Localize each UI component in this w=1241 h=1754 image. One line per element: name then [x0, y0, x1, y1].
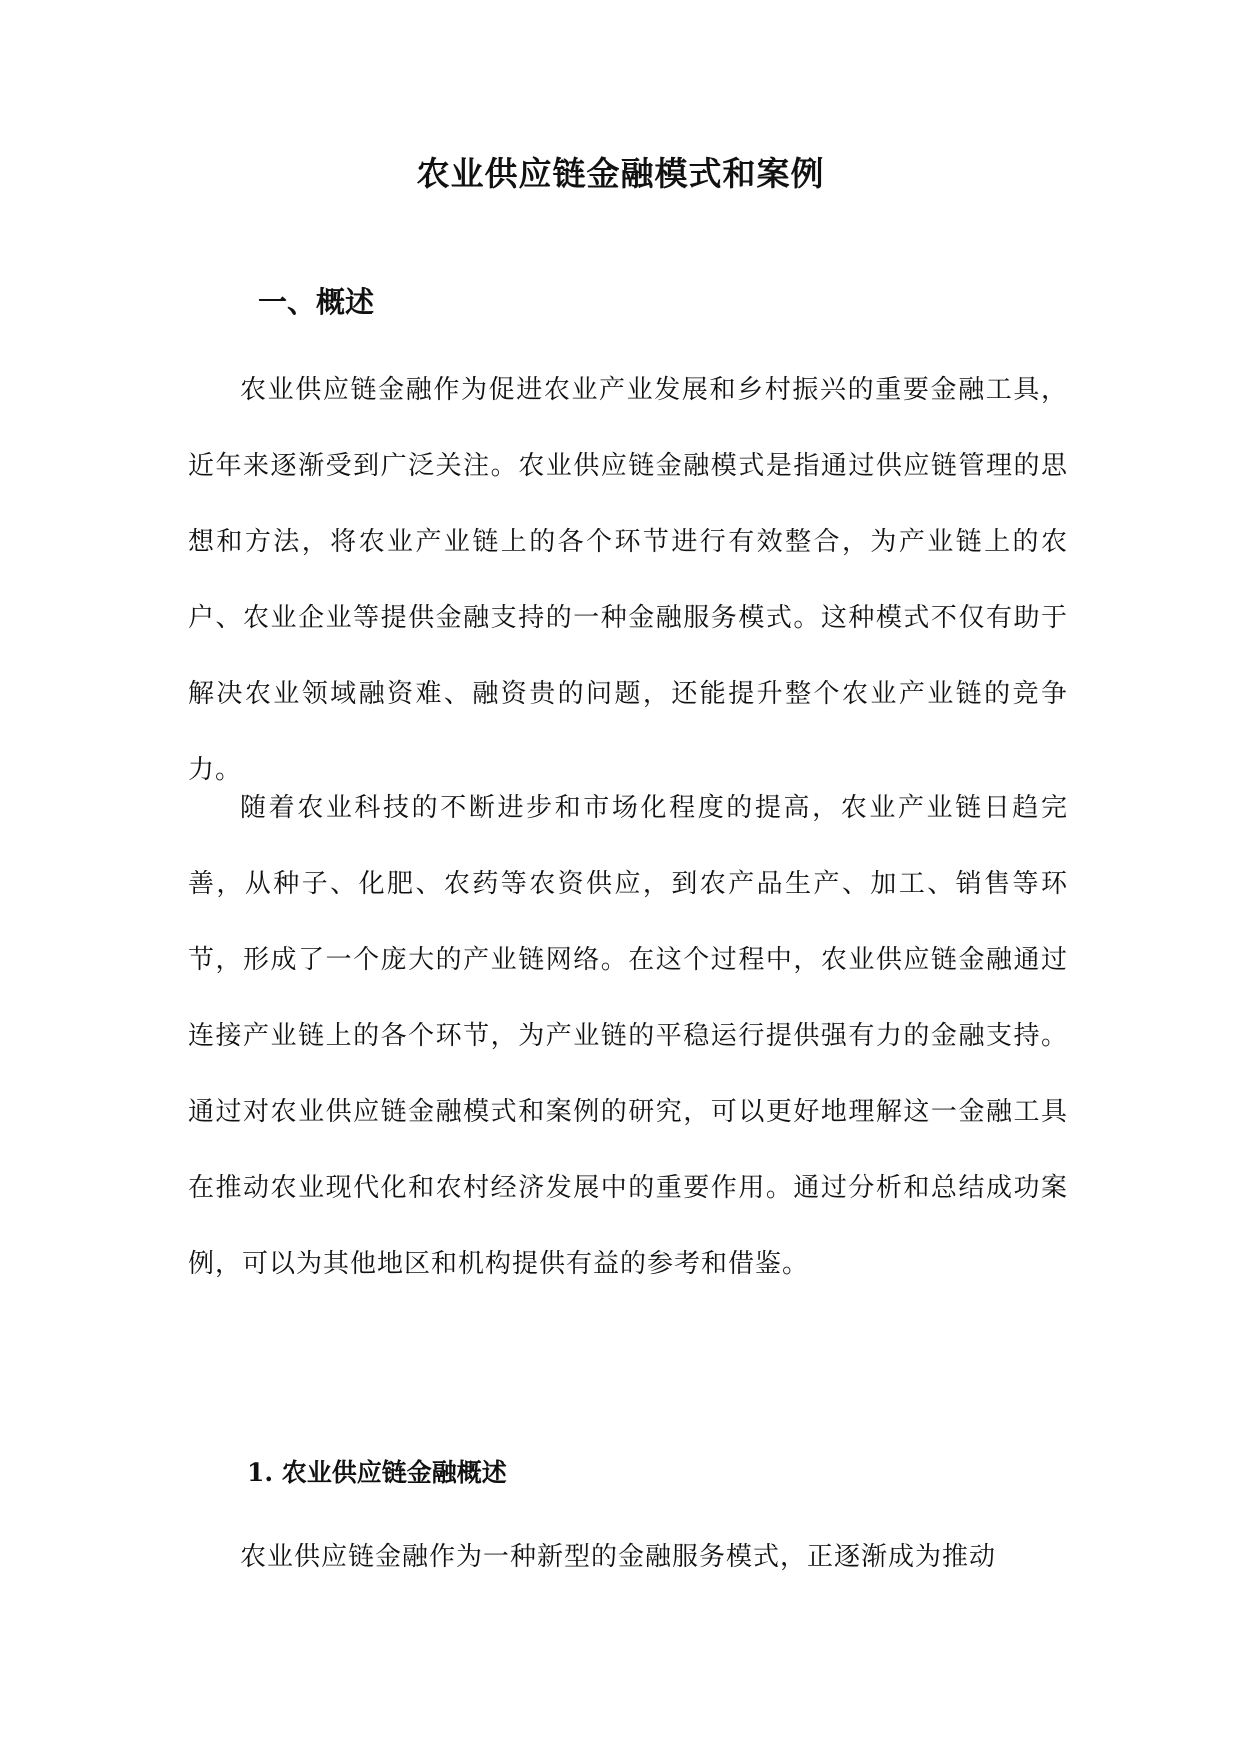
paragraph-3: 农业供应链金融作为一种新型的金融服务模式，正逐渐成为推动 [240, 1542, 997, 1572]
section-heading-overview: 一、概述 [258, 285, 375, 319]
subsection-heading-1: 1. 农业供应链金融概述 [247, 1458, 507, 1487]
document-title: 农业供应链金融模式和案例 [416, 154, 825, 193]
paragraph-2: 随着农业科技的不断进步和市场化程度的提高，农业产业链日趋完善，从种子、化肥、农药等农资供应，到农产品生产、加工、销售等环节，形成了一个庞大的产业链网络。在这个过程中，农业供应链金融通过连接产业链上的各个环节，为产业链的平稳运行提供强有力的金融支持。通过对农业供应链金融模式和案例的研究，可以更好地理解这一金融工具在推动农业现代化和农村经济发展中的重要作用。通过分析和总结成功案例，可以为其他地区和机构提供有益的参考和借鉴。 [188, 793, 1068, 1279]
paragraph-1: 农业供应链金融作为促进农业产业发展和乡村振兴的重要金融工具，近年来逐渐受到广泛关注。农业供应链金融模式是指通过供应链管理的思想和方法，将农业产业链上的各个环节进行有效整合，为产业链上的农户、农业企业等提供金融支持的一种金融服务模式。这种模式不仅有助于解决农业领域融资难、融资贵的问题，还能提升整个农业产业链的竞争力。 [188, 375, 1068, 785]
